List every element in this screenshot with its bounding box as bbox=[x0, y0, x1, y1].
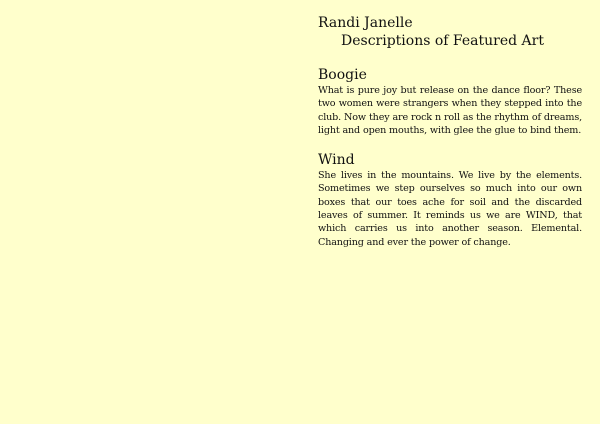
art-description: What is pure joy but release on the dance floor? These two women were strangers when they stepped into the club. Now they are rock n roll as the rhythm of dreams, light and open mouths, with glee the glue to bind them. bbox=[318, 85, 582, 136]
art-title: Wind bbox=[318, 152, 355, 169]
art-description: She lives in the mountains. We live by the elements. Sometimes we step ourselves so much into our own boxes that our toes ache for soil and the discarded leaves of summer. It reminds us we are WIND, that which carries us into another season. Elemental. Changing and ever the power of change. bbox=[318, 170, 582, 248]
text-column bbox=[318, 14, 582, 249]
art-title: Boogie bbox=[318, 67, 367, 83]
document-subtitle: Descriptions of Featured Art bbox=[341, 33, 544, 49]
author-name: Randi Janelle bbox=[318, 15, 413, 31]
art-description-boogie bbox=[318, 66, 582, 137]
art-description-wind bbox=[318, 151, 582, 249]
